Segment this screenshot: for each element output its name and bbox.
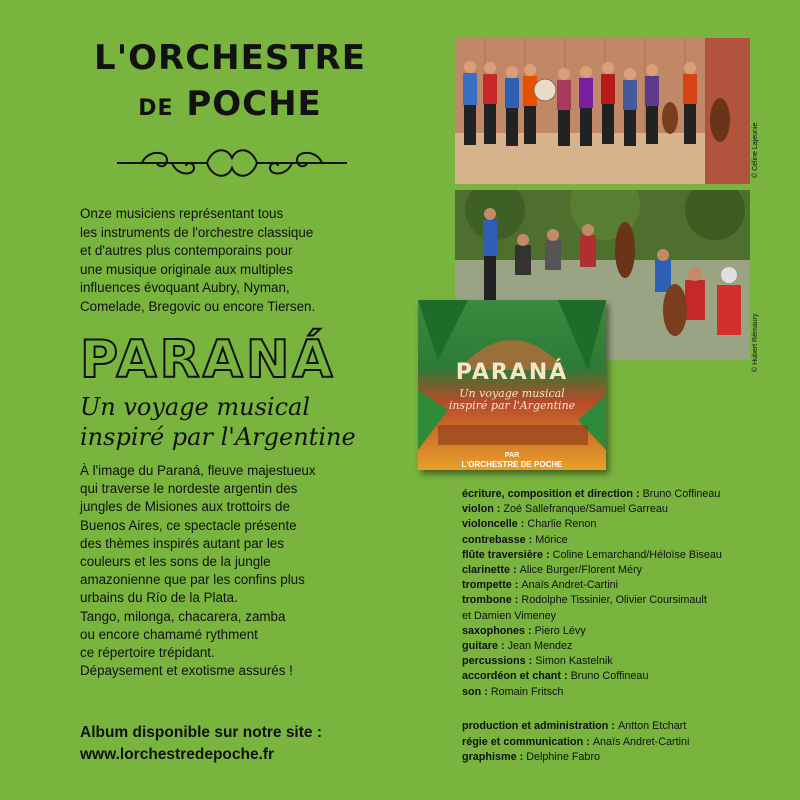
credit-role: accordéon et chant — [462, 670, 561, 683]
cover-par: PAR — [504, 452, 520, 459]
show-subtitle — [80, 392, 400, 452]
credit-role: clarinette — [462, 564, 511, 577]
photo-credit-2: © Hubert Rémaury — [752, 313, 759, 372]
credit-names: Bruno Coffineau — [642, 488, 721, 500]
credit-names: Delphine Fabro — [526, 751, 601, 764]
credit-names: Zoé Sallefranque/Samuel Garreau — [503, 503, 668, 516]
description-text — [80, 462, 400, 680]
credit-names: Simon Kastelnik — [535, 655, 613, 668]
cover-subtitle-line1: Un voyage musical — [459, 387, 565, 400]
credit-names: Coline Lemarchand/Héloïse Biseau — [552, 548, 722, 561]
credit-row: violoncelle : Charlie Renon — [462, 518, 597, 531]
credit-role: écriture, composition et direction — [462, 488, 633, 500]
ornament-icon — [112, 138, 352, 188]
production-credits — [462, 719, 782, 766]
credit-row: écriture, composition et direction : Bruno Coffineau — [462, 488, 721, 500]
credit-row: graphisme : Delphine Fabro — [462, 751, 601, 764]
intro-line: une musique originale aux multiples — [80, 261, 293, 277]
credit-row: flûte traversière : Coline Lemarchand/Héloïse Biseau — [462, 548, 722, 561]
cover-title: PARANÁ — [455, 360, 569, 385]
band-title-line1: L'ORCHESTRE — [94, 38, 366, 78]
credit-row: saxophones : Piero Lévy — [462, 624, 586, 637]
credit-names: et Damien Vimeney — [462, 609, 557, 622]
album-availability — [80, 722, 322, 766]
description-line: jungles de Misiones aux trottoirs de — [80, 499, 290, 515]
cover-subtitle — [418, 388, 606, 412]
orchestra-stage-photo — [455, 38, 750, 184]
credit-row: trombone : Rodolphe Tissinier, Olivier Coursimault — [462, 594, 707, 607]
credit-row: accordéon et chant : Bruno Coffineau — [462, 670, 649, 683]
intro-line: influences évoquant Aubry, Nyman, — [80, 280, 290, 295]
cover-subtitle-line2: inspiré par l'Argentine — [448, 399, 576, 412]
credit-row: contrebasse : Mörice — [462, 533, 568, 546]
band-title-de: DE — [138, 96, 174, 121]
album-line1: Album disponible sur notre site : — [80, 724, 322, 741]
intro-text — [80, 205, 380, 316]
show-title: PARANÁ — [80, 330, 336, 390]
credit-row: clarinette : Alice Burger/Florent Méry — [462, 564, 643, 577]
description-line: Dépaysement et exotisme assurés ! — [80, 663, 293, 679]
credit-names: Mörice — [535, 533, 568, 546]
description-line: Buenos Aires, ce spectacle présente — [80, 517, 297, 533]
credit-row: régie et communication : Anaïs Andret-Cartini — [462, 735, 690, 748]
intro-line: Comelade, Bregovic ou encore Tiersen. — [80, 298, 316, 314]
credit-row: violon : Zoé Sallefranque/Samuel Garreau — [462, 503, 668, 516]
description-line: des thèmes inspirés autant par les — [80, 535, 284, 551]
credit-role: trombone — [462, 594, 512, 607]
credit-role: guitare — [462, 640, 498, 653]
band-title-line2 — [70, 84, 390, 124]
credit-names: Piero Lévy — [534, 624, 586, 637]
credit-names: Antton Etchart — [617, 720, 687, 732]
credit-row: guitare : Jean Mendez — [462, 640, 573, 653]
credit-role: saxophones — [462, 624, 525, 637]
band-title-poche: POCHE — [186, 84, 322, 124]
description-line: amazonienne que par les confins plus — [80, 572, 305, 588]
show-subtitle-line1: Un voyage musical — [80, 393, 311, 421]
credit-role: violon — [462, 503, 494, 516]
credit-names: Rodolphe Tissinier, Olivier Coursimault — [521, 594, 707, 607]
photo-credit-1: © Céline Lajeunie — [752, 122, 759, 178]
credit-row: percussions : Simon Kastelnik — [462, 655, 613, 668]
credit-role: trompette — [462, 579, 512, 592]
album-website-link[interactable]: www.lorchestredepoche.fr — [80, 746, 275, 763]
credit-role: violoncelle — [462, 518, 518, 531]
credit-role: contrebasse — [462, 533, 526, 546]
intro-line: et d'autres plus contemporains pour — [80, 243, 293, 258]
cover-band-name: L'ORCHESTRE DE POCHE — [461, 460, 563, 469]
show-subtitle-line2: inspiré par l'Argentine — [80, 423, 356, 451]
description-line: couleurs et les sons de la jungle — [80, 554, 271, 570]
description-line: urbains du Río de la Plata. — [80, 590, 238, 606]
credit-role: graphisme — [462, 751, 517, 764]
credit-role: percussions — [462, 655, 526, 668]
credit-names: Anaïs Andret-Cartini — [521, 579, 619, 592]
credit-row — [462, 609, 782, 624]
credit-row: production et administration : Antton Etchart — [462, 720, 687, 732]
credit-role: son — [462, 685, 482, 698]
description-line: À l'image du Paraná, fleuve majestueux — [80, 463, 316, 478]
intro-line: Onze musiciens représentant tous — [80, 206, 284, 221]
credits-list — [462, 487, 782, 700]
credit-names: Romain Fritsch — [490, 685, 564, 698]
credit-role: régie et communication — [462, 735, 584, 748]
description-line: ou encore chamamé rythment — [80, 626, 258, 642]
credit-names: Jean Mendez — [507, 640, 573, 653]
credit-role: production et administration — [462, 720, 609, 732]
album-cover — [418, 300, 606, 470]
description-line: qui traverse le nordeste argentin des — [80, 481, 298, 497]
credit-names: Anaïs Andret-Cartini — [592, 735, 690, 748]
credit-row: son : Romain Fritsch — [462, 685, 564, 698]
credit-row: trompette : Anaïs Andret-Cartini — [462, 579, 619, 592]
credit-names: Charlie Renon — [527, 518, 597, 531]
credit-names: Bruno Coffineau — [570, 670, 649, 683]
intro-line: les instruments de l'orchestre classique — [80, 224, 314, 240]
credit-names: Alice Burger/Florent Méry — [519, 564, 643, 577]
description-line: ce répertoire trépidant. — [80, 645, 215, 661]
credit-role: flûte traversière — [462, 548, 544, 561]
description-line: Tango, milonga, chacarera, zamba — [80, 608, 286, 624]
